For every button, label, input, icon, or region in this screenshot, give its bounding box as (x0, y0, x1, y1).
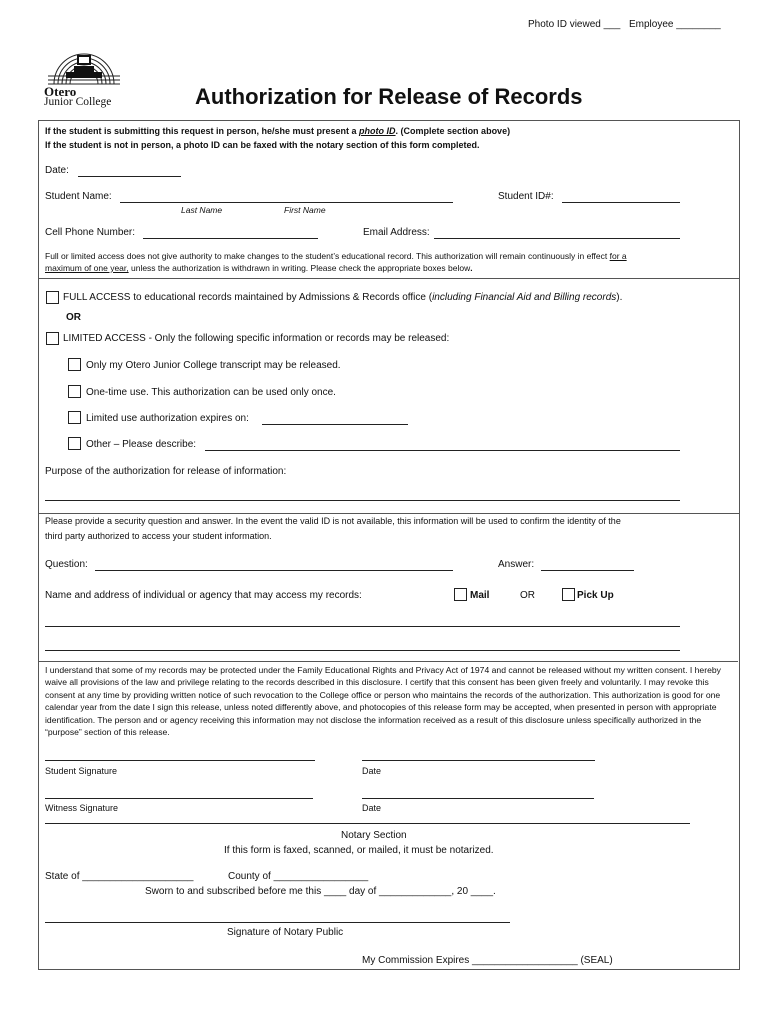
notary-subtitle: If this form is faxed, scanned, or mailed, it must be notarized. (224, 845, 494, 856)
transcript-only-label: Only my Otero Junior College transcript may be released. (86, 360, 341, 371)
student-name-field[interactable] (120, 202, 453, 203)
security-line-1: Please provide a security question and answer. In the event the valid ID is not available, this information will be used to confirm the identity of the (45, 516, 621, 526)
transcript-only-checkbox[interactable] (68, 358, 81, 371)
cell-phone-field[interactable] (143, 238, 318, 239)
first-name-caption: First Name (284, 205, 326, 215)
notice-line-1: Full or limited access does not give authority to make changes to the student’s educational record. This authorization will remain continuously in effect for a (45, 251, 627, 261)
student-id-field[interactable] (562, 202, 680, 203)
notary-signature-label: Signature of Notary Public (227, 927, 344, 938)
witness-signature-label: Witness Signature (45, 803, 119, 813)
answer-field[interactable] (541, 570, 634, 571)
purpose-field[interactable] (45, 500, 680, 501)
name-address-field-2[interactable] (45, 650, 680, 651)
mail-or-label: OR (520, 590, 535, 601)
date-field[interactable] (78, 176, 181, 177)
notary-signature-field[interactable] (45, 922, 510, 923)
full-access-label: FULL ACCESS to educational records maintained by Admissions & Records office (including Financial Aid and Billing records). (63, 292, 623, 303)
mail-checkbox[interactable] (454, 588, 467, 601)
other-label: Other – Please describe: (86, 439, 197, 450)
student-id-label: Student ID#: (498, 191, 554, 202)
question-field[interactable] (95, 570, 453, 571)
security-line-2: third party authorized to access your student information. (45, 531, 272, 541)
one-time-use-checkbox[interactable] (68, 385, 81, 398)
question-label: Question: (45, 559, 88, 570)
last-name-caption: Last Name (181, 205, 223, 215)
email-label: Email Address: (363, 227, 430, 238)
purpose-label: Purpose of the authorization for release of information: (45, 466, 287, 477)
notice-line-2: maximum of one year, unless the authorization is withdrawn in writing. Please check the appropriate boxes below. (45, 263, 473, 273)
limited-access-checkbox[interactable] (46, 332, 59, 345)
student-signature-field[interactable] (45, 760, 315, 761)
limited-access-label: LIMITED ACCESS - Only the following specific information or records may be released: (63, 333, 450, 344)
county-of-label: County of _________________ (228, 871, 369, 882)
page-title: Authorization for Release of Records (195, 84, 583, 109)
commission-expires-label: My Commission Expires ___________________ (SEAL) (362, 955, 613, 966)
email-field[interactable] (434, 238, 680, 239)
name-address-field-1[interactable] (45, 626, 680, 627)
full-access-checkbox[interactable] (46, 291, 59, 304)
intro-line-2: If the student is not in person, a photo ID can be faxed with the notary section of this form completed. (45, 140, 480, 150)
student-name-label: Student Name: (45, 191, 112, 202)
or-label: OR (66, 312, 81, 323)
witness-signature-field[interactable] (45, 798, 313, 799)
date-label: Date: (45, 165, 69, 176)
answer-label: Answer: (498, 559, 535, 570)
consent-paragraph: I understand that some of my records may be protected under the Family Educational Rights and Privacy Act of 1974 and cannot be released without my written consent. I hereby waive all provisions of the law and privilege relating to the records described in this disclosure. I certify that this consent has been given freely and voluntarily. I may revoke this consent at any time by providing written notice of such revocation to the College office or person who maintains the records of the authorization. This authorization is good for one calendar year from the date I sign this release, unless noted differently above, and photocopies of this release form may be accepted, when presented in person with appropriate identification. The person and or agency receiving this information may not disclose the information received as a result of this disclosure unless specifically authorized in the “purpose” section of this release. (45, 665, 721, 738)
student-date-label: Date (362, 766, 382, 776)
logo-college: Junior College (44, 96, 112, 108)
witness-date-label: Date (362, 803, 382, 813)
form-frame (38, 120, 740, 970)
student-signature-label: Student Signature (45, 766, 118, 776)
limited-use-label: Limited use authorization expires on: (86, 413, 249, 424)
witness-date-field[interactable] (362, 798, 594, 799)
consent-divider (38, 661, 738, 662)
pickup-checkbox[interactable] (562, 588, 575, 601)
other-description-field[interactable] (205, 450, 680, 451)
mail-label: Mail (470, 590, 490, 601)
name-address-label: Name and address of individual or agency that may access my records: (45, 590, 362, 601)
limited-use-checkbox[interactable] (68, 411, 81, 424)
photo-id-viewed-label: Photo ID viewed ___ (528, 19, 621, 30)
sunburst-logo-icon (44, 36, 124, 88)
college-logo (44, 36, 124, 111)
other-checkbox[interactable] (68, 437, 81, 450)
one-time-use-label: One-time use. This authorization can be used only once. (86, 387, 336, 398)
employee-label: Employee ________ (629, 19, 721, 30)
sworn-statement: Sworn to and subscribed before me this ____ day of _____________, 20 ____. (145, 886, 496, 897)
logo-name: Otero (44, 84, 77, 99)
cell-phone-label: Cell Phone Number: (45, 227, 136, 238)
pickup-label: Pick Up (577, 590, 614, 601)
intro-line-1: If the student is submitting this request in person, he/she must present a photo ID. (Complete section above) (45, 126, 511, 136)
state-of-label: State of ____________________ (45, 871, 194, 882)
student-date-field[interactable] (362, 760, 595, 761)
notary-title: Notary Section (341, 830, 407, 841)
notary-divider (45, 823, 690, 824)
expiration-date-field[interactable] (262, 424, 408, 425)
